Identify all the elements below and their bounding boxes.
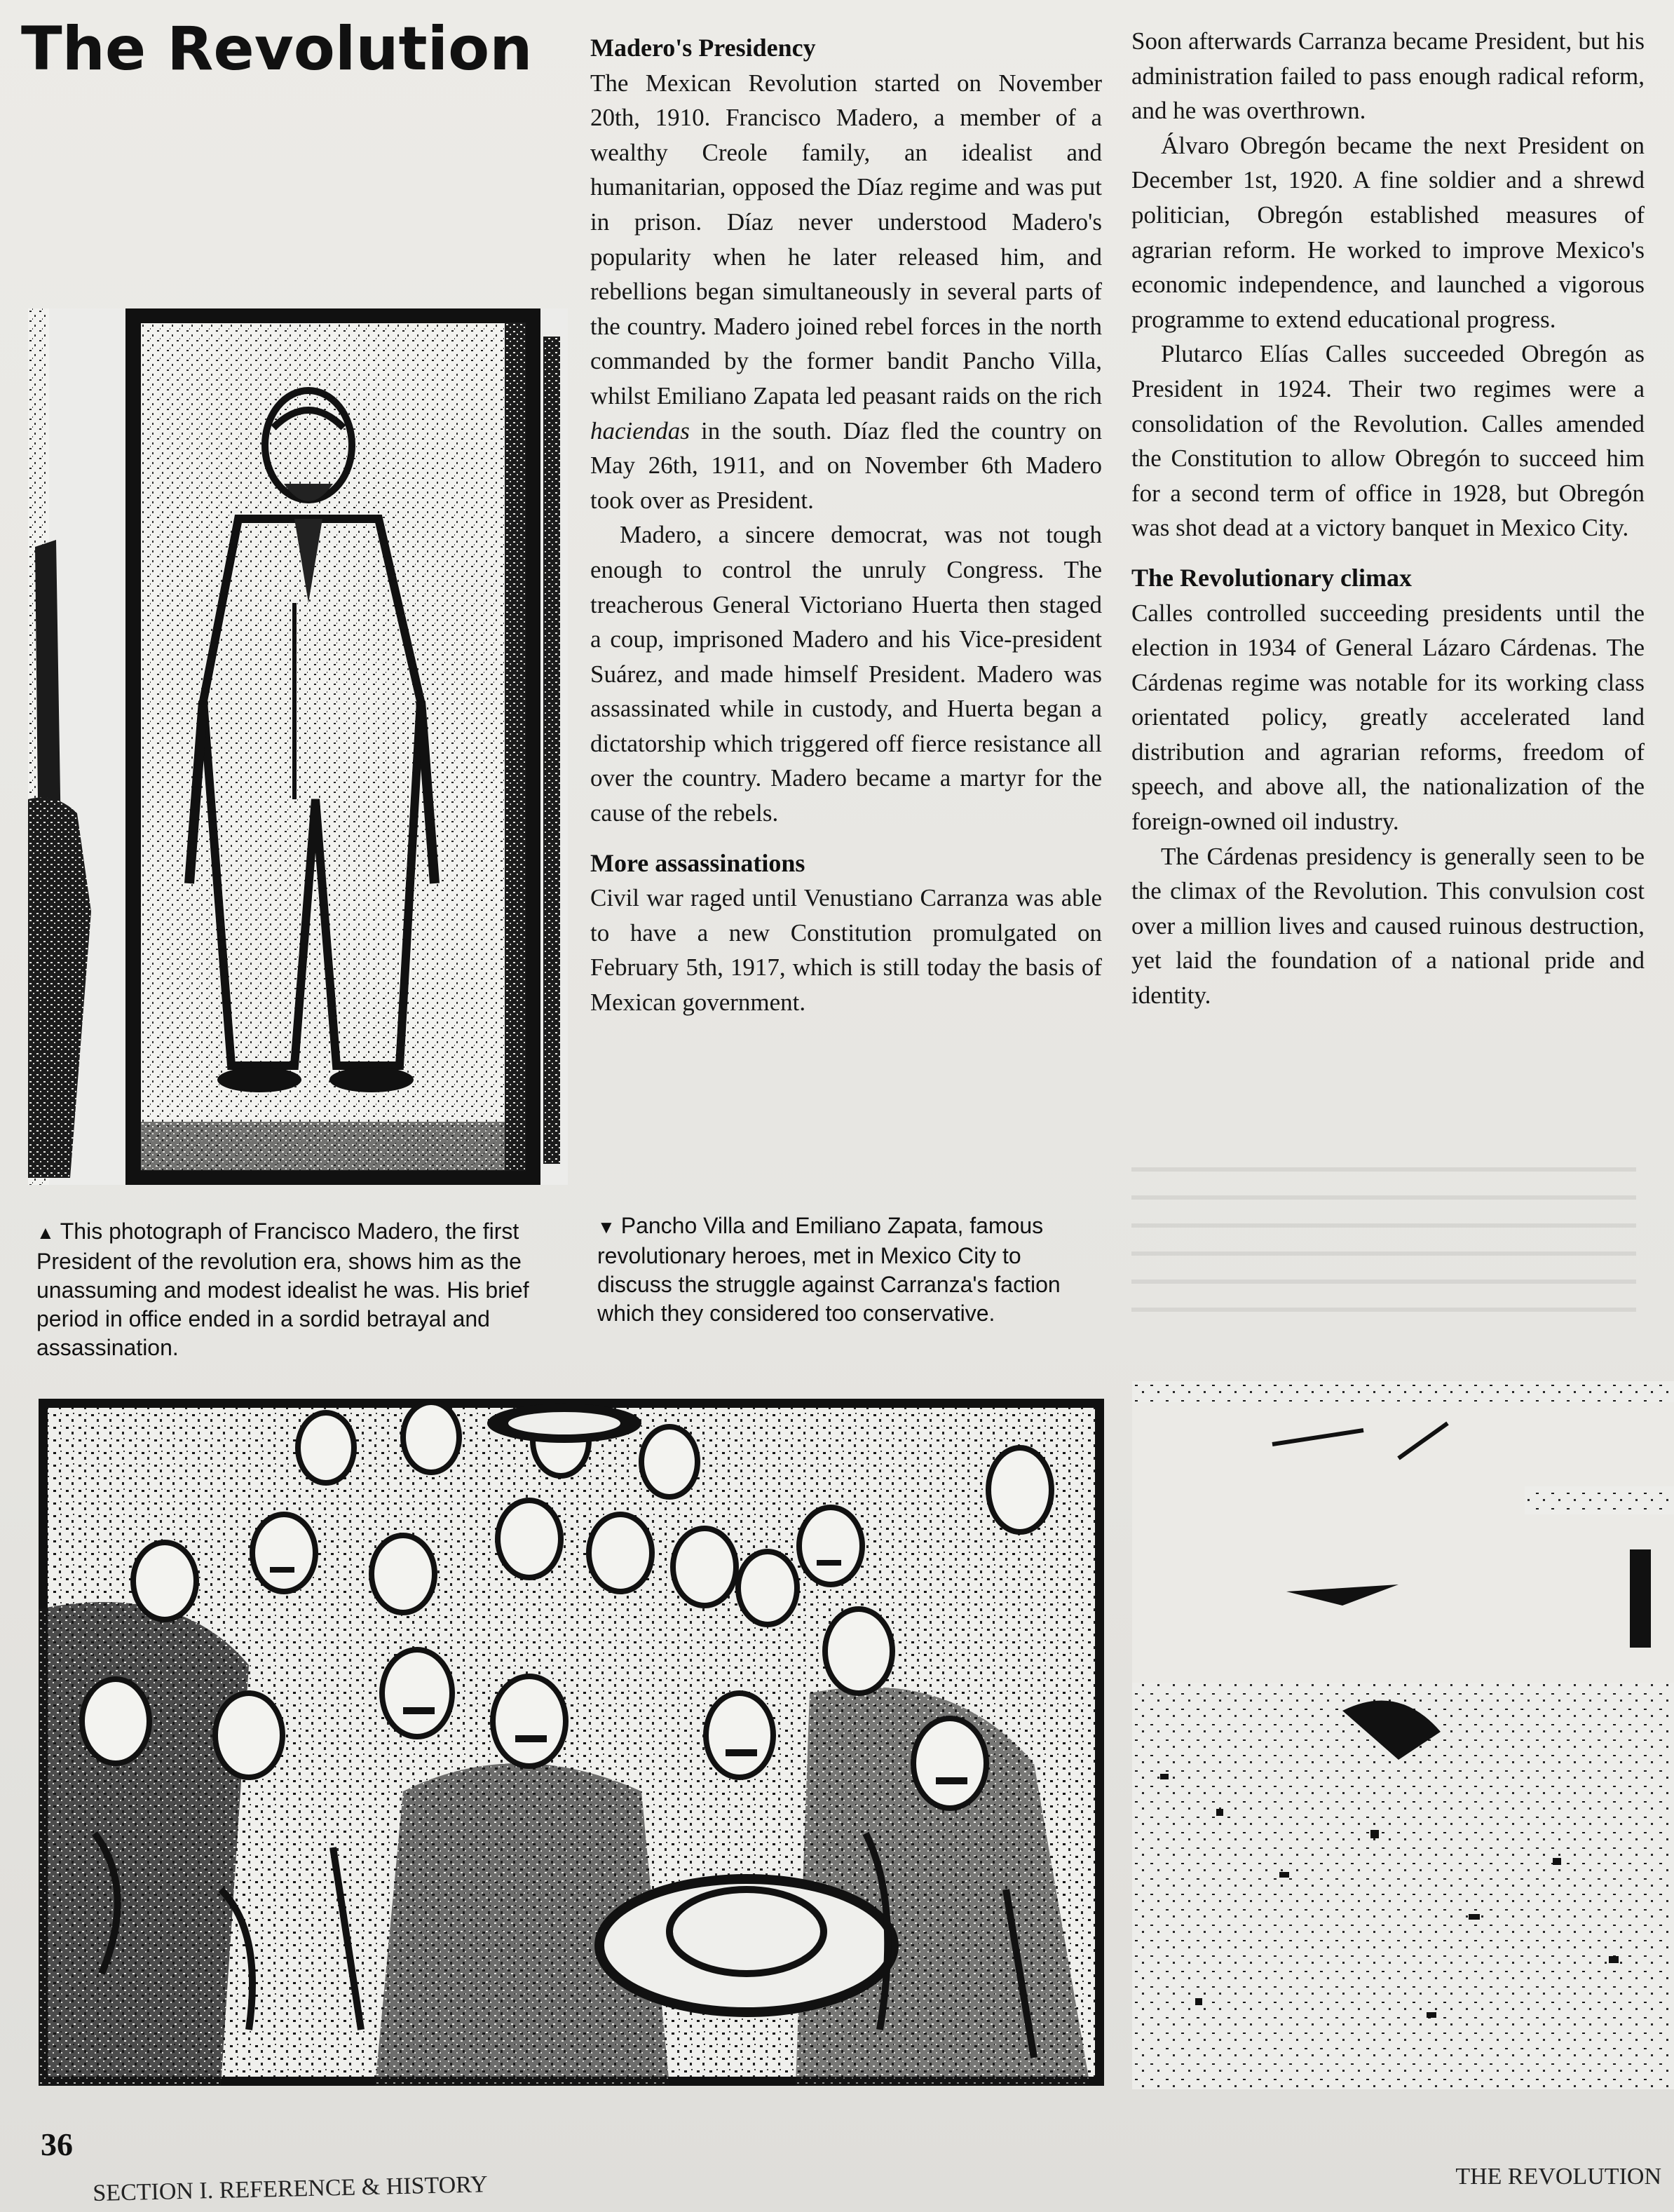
triangle-up-icon: ▲ (36, 1222, 55, 1243)
running-head-right: THE REVOLUTION (1455, 2164, 1661, 2190)
right-paragraph-3: Plutarco Elías Calles succeeded Obregón as President in 1924. Their two regimes were a consolidation of the Revolution. Calles amended the Constitution to allow Obregón to succeed him for a second term of office in 1928, but Obregón was shot dead at a victory banquet in Mexico City. (1131, 340, 1645, 542)
page-number: 36 (41, 2126, 73, 2162)
climax-paragraph-2: The Cárdenas presidency is generally seen to be the climax of the Revolution. This convulsion cost over a million lives and caused ruinous destruction, yet laid the foundation of a national pride and identity. (1131, 842, 1645, 1010)
triangle-down-icon: ▼ (597, 1216, 615, 1237)
climax-paragraph-1: Calles controlled succeeding presidents until the election in 1934 of General Lázaro Cárdenas. The Cárdenas regime was notable for its working class orientated policy, greatly accelerated land distribution and agrarian reforms, freedom of speech, and above all, the nationalization of the foreign-owned oil industry. (1131, 599, 1645, 836)
section-heading-revolutionary-climax: The Revolutionary climax (1131, 563, 1412, 592)
caption-villa-zapata-photo (597, 1212, 1102, 1328)
running-head-left: SECTION I. REFERENCE & HISTORY (93, 2171, 488, 2206)
assassinations-paragraph-1: Civil war raged until Venustiano Carranza was able to have a new Constitution promulgated on February 5th, 1917, which is still today the basis of Mexican government. (590, 884, 1102, 1017)
article-column-right (1131, 24, 1645, 1013)
section-heading-maderos-presidency: Madero's Presidency (590, 34, 816, 62)
landscape-photo-image (1132, 1381, 1674, 2089)
caption-madero-text: This photograph of Francisco Madero, the first President of the revolution era, shows him as the unassuming and modest idealist he was. His brief period in office ended in a sordid betrayal and assassination. (36, 1219, 529, 1360)
caption-madero-photo (36, 1217, 569, 1362)
group-photo-image (39, 1399, 1104, 2086)
right-paragraph-1: Soon afterwards Carranza became President, but his administration failed to pass enough radical reform, and he was overthrown. (1131, 27, 1645, 125)
article-column-middle (590, 31, 1102, 1020)
madero-paragraph-1-part-a: The Mexican Revolution started on November 20th, 1910. Francisco Madero, a member of a wealthy Creole family, an idealist and humanitarian, opposed the Díaz regime and was put in prison. Díaz never understood Madero's popularity when he later released him, and rebellions began simultaneously in several parts of the country. Madero joined rebel forces in the north commanded by the former bandit Pancho Villa, whilst Emiliano Zapata led peasant raids on the rich (590, 69, 1102, 409)
bleed-through-texture (1131, 1167, 1636, 1329)
madero-paragraph-1 (590, 66, 1102, 518)
madero-paragraph-1-part-b: in the south. Díaz fled the country on May 26th, 1911, and on November 6th Madero took over as President. (590, 416, 1102, 514)
page-title: The Revolution (21, 14, 533, 84)
madero-photo-image (28, 308, 568, 1185)
right-paragraph-2: Álvaro Obregón became the next President on December 1st, 1920. A fine soldier and a shrewd politician, Obregón established measures of agrarian reform. He worked to improve Mexico's economic independence, and launched a vigorous programme to extend educational progress. (1131, 131, 1645, 333)
caption-villa-zapata-text: Pancho Villa and Emiliano Zapata, famous revolutionary heroes, met in Mexico City to discuss the struggle against Carranza's faction which they considered too conservative. (597, 1213, 1061, 1326)
madero-paragraph-2: Madero, a sincere democrat, was not tough enough to control the unruly Congress. The treacherous General Victoriano Huerta then staged a coup, imprisoned Madero and his Vice-president Suárez, and made himself President. Madero was assassinated while in custody, and Huerta began a dictatorship which triggered off fierce resistance all over the country. Madero became a martyr for the cause of the rebels. (590, 521, 1102, 827)
madero-photograph (28, 308, 568, 1185)
section-heading-more-assassinations: More assassinations (590, 848, 805, 877)
villa-zapata-group-photograph (39, 1399, 1104, 2086)
landscape-photograph (1132, 1381, 1674, 2089)
haciendas-italic: haciendas (590, 416, 690, 445)
